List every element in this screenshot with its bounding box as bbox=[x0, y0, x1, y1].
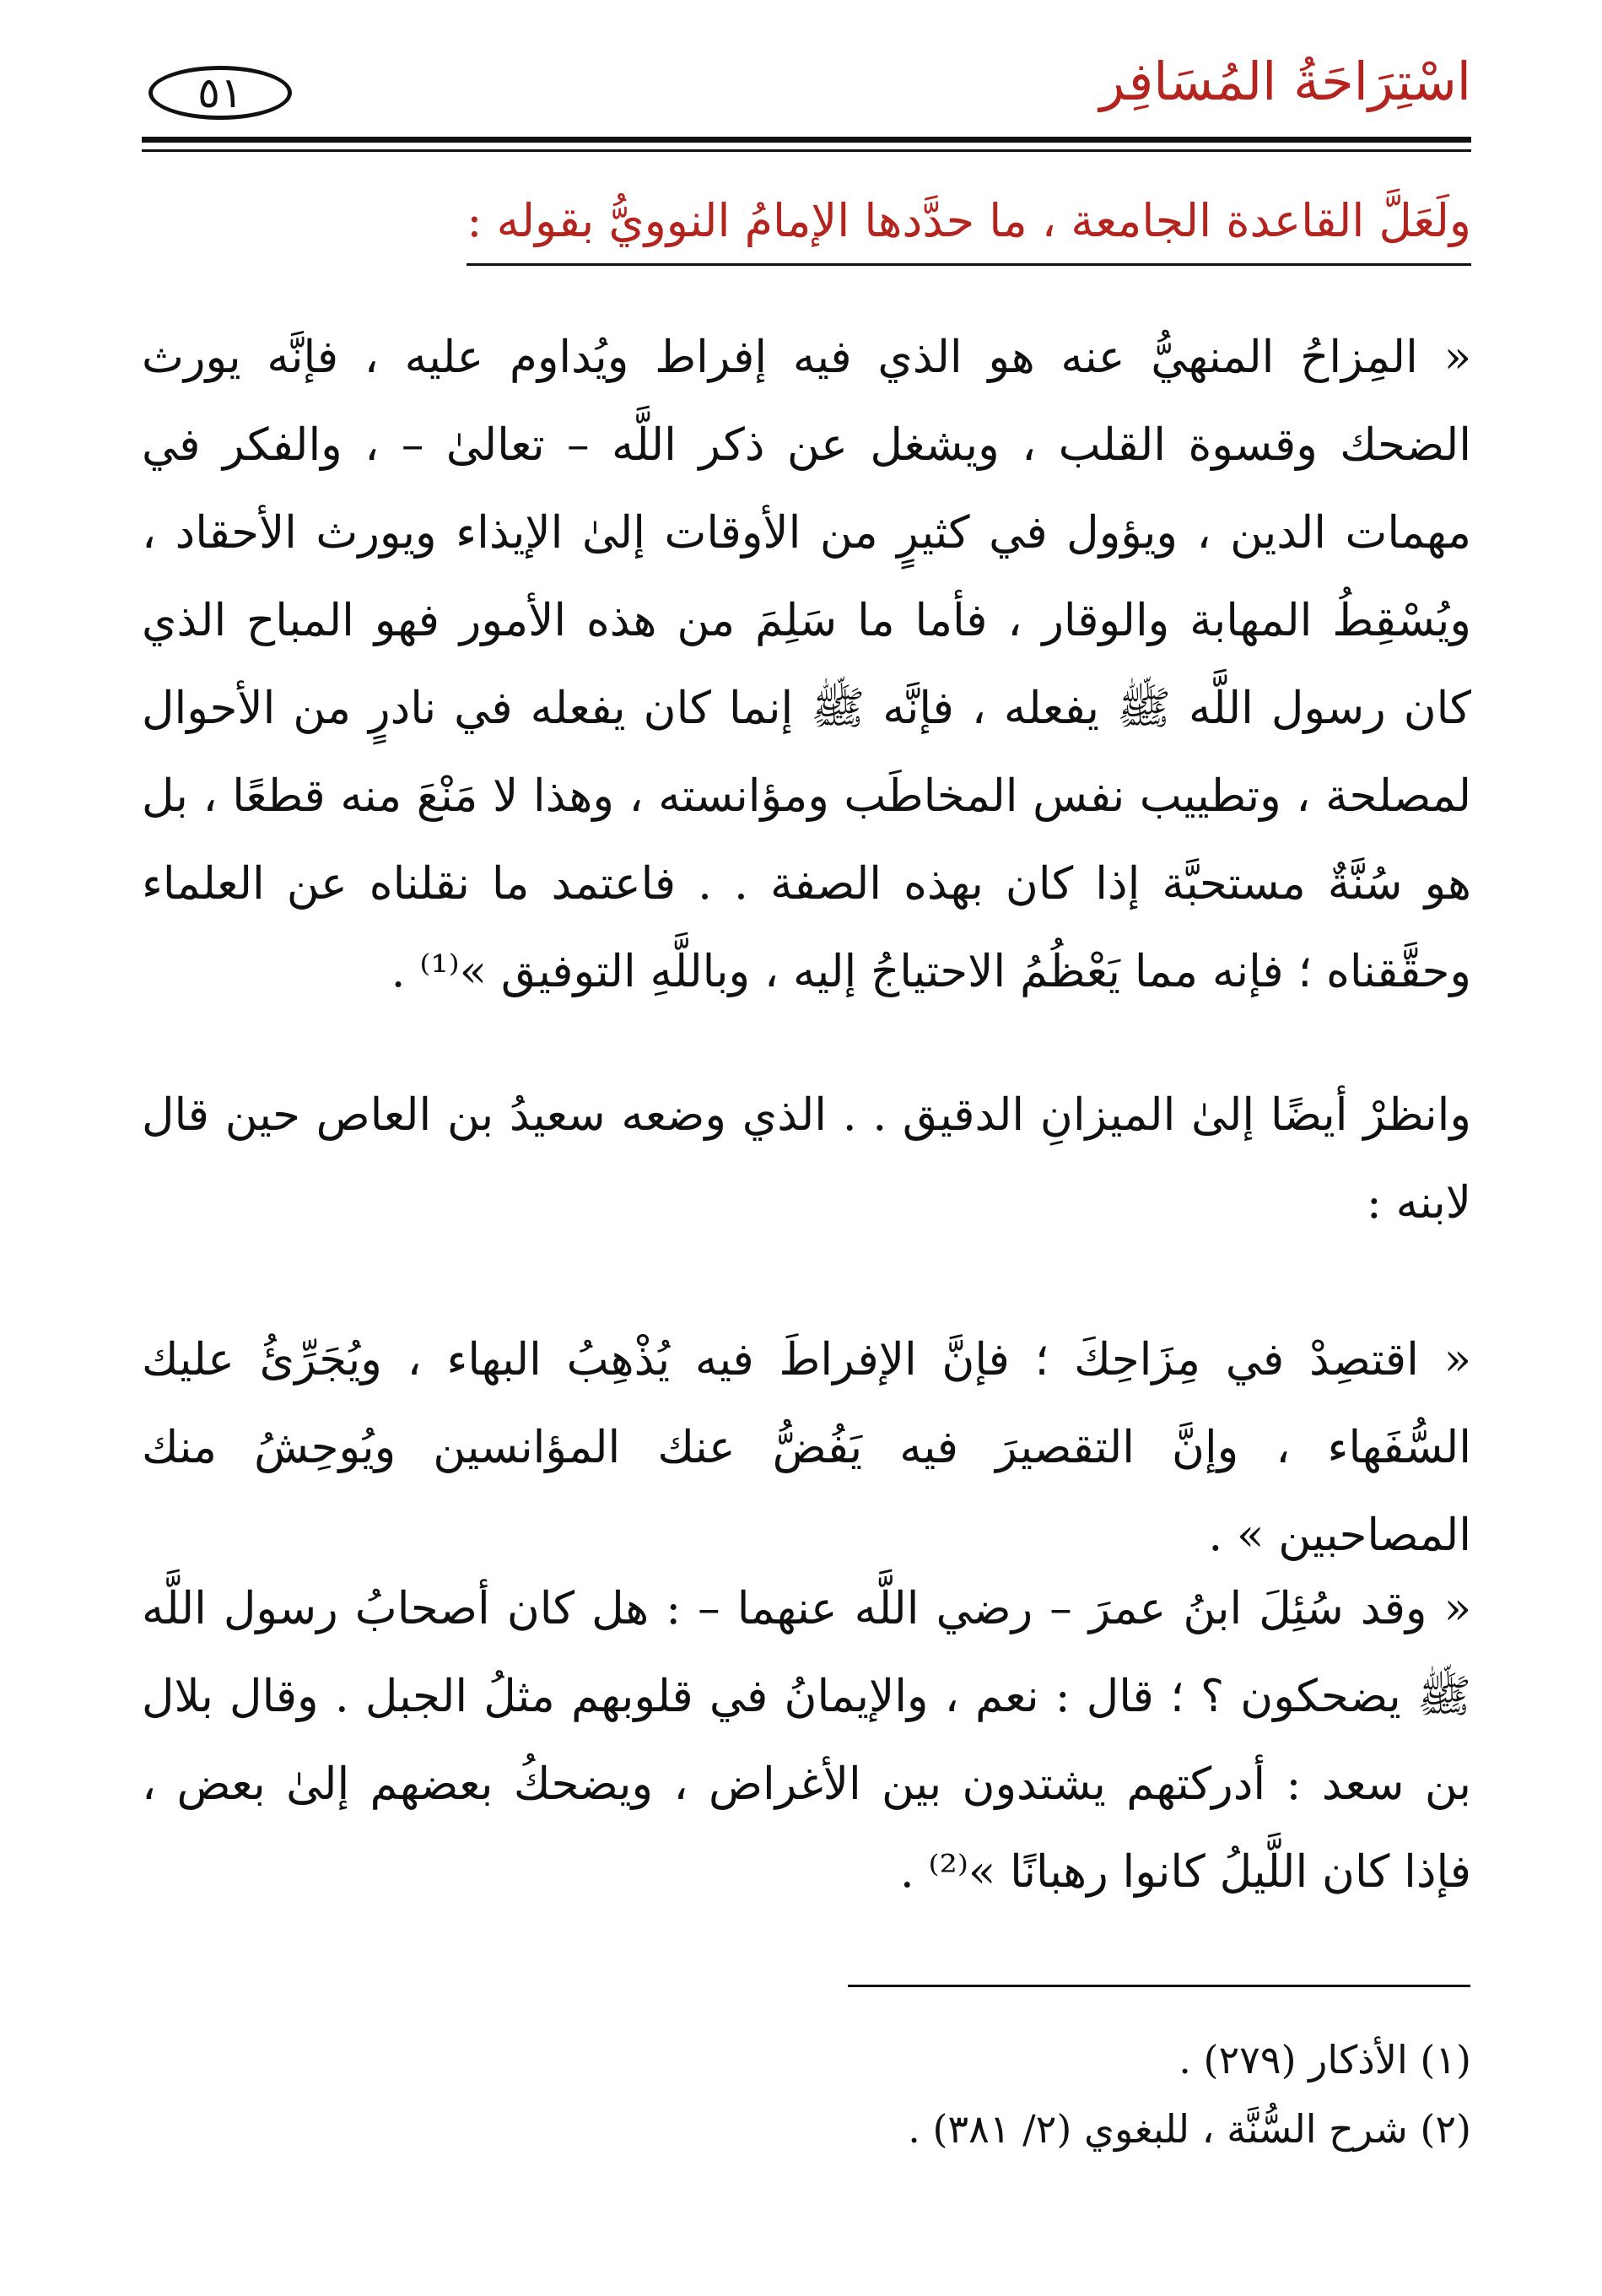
paragraph-text: وانظرْ أيضًا إلىٰ الميزانِ الدقيق . . الذي وضعه سعيدُ بن العاص حين قال لابنه : bbox=[142, 1089, 1471, 1229]
paragraph-text: « وقد سُئِلَ ابنُ عمرَ – رضي اللَّه عنهما – : هل كان أصحابُ رسول اللَّه ﷺ يضحكون ؟ ؛ قال : نعم ، والإيمانُ في قلوبهم مثلُ الجبل . وقال بلال بن سعد : أدركتهم يشتدون بين الأغراض ، ويضحكُ بعضهم إلىٰ بعض ، فإذا كان اللَّيلُ كانوا رهبانًا »⁽²⁾ . bbox=[142, 1583, 1471, 1898]
paragraph-said-intro bbox=[142, 1072, 1471, 1247]
page-number-oval: ٥١ bbox=[148, 66, 292, 120]
footnote-2: (٢) شرح السُّنَّة ، للبغوي (٢/ ٣٨١) . bbox=[908, 2106, 1471, 2152]
intro-heading: ولَعَلَّ القاعدة الجامعة ، ما حدَّدها الإمامُ النوويُّ بقوله : bbox=[467, 187, 1471, 266]
paragraph-said-quote bbox=[142, 1316, 1471, 1580]
header-rule-thick bbox=[142, 137, 1471, 143]
page-header bbox=[142, 49, 1471, 143]
footnote-separator bbox=[848, 1985, 1470, 1987]
header-rule-thin bbox=[142, 149, 1471, 152]
footnote-1: (١) الأذكار (٢٧٩) . bbox=[1179, 2037, 1471, 2083]
paragraph-ibn-umar bbox=[142, 1565, 1471, 1916]
paragraph-text: « المِزاحُ المنهيُّ عنه هو الذي فيه إفراط ويُداوم عليه ، فإنَّه يورث الضحك وقسوة القلب ، ويشغل عن ذكر اللَّه – تعالىٰ – ، والفكر في مهمات الدين ، ويؤول في كثيرٍ من الأوقات إلىٰ الإيذاء ويورث الأحقاد ، ويُسْقِطُ المهابة والوقار ، فأما ما سَلِمَ من هذه الأمور فهو المباح الذي كان رسول اللَّه ﷺ يفعله ، فإنَّه ﷺ إنما كان يفعله في نادرٍ من الأحوال لمصلحة ، وتطييب نفس المخاطَب ومؤانسته ، وهذا لا مَنْعَ منه قطعًا ، بل هو سُنَّةٌ مستحبَّة إذا كان بهذه الصفة . . فاعتمد ما نقلناه عن العلماء وحقَّقناه ؛ فإنه مما يَعْظُمُ الاحتياجُ إليه ، وباللَّهِ التوفيق »⁽¹⁾ . bbox=[142, 332, 1471, 997]
paragraph-text: « اقتصِدْ في مِزَاحِكَ ؛ فإنَّ الإفراطَ فيه يُذْهِبُ البهاء ، ويُجَرِّئُ عليك السُّفَهاء ، وإنَّ التقصيرَ فيه يَفُضُّ عنك المؤانسين ويُوحِشُ منك المصاحبين » . bbox=[142, 1334, 1471, 1561]
paragraph-nawawi-quote bbox=[142, 314, 1471, 1016]
footnotes bbox=[142, 2025, 1471, 2164]
running-title: اسْتِرَاحَةُ المُسَافِر bbox=[1099, 51, 1471, 112]
